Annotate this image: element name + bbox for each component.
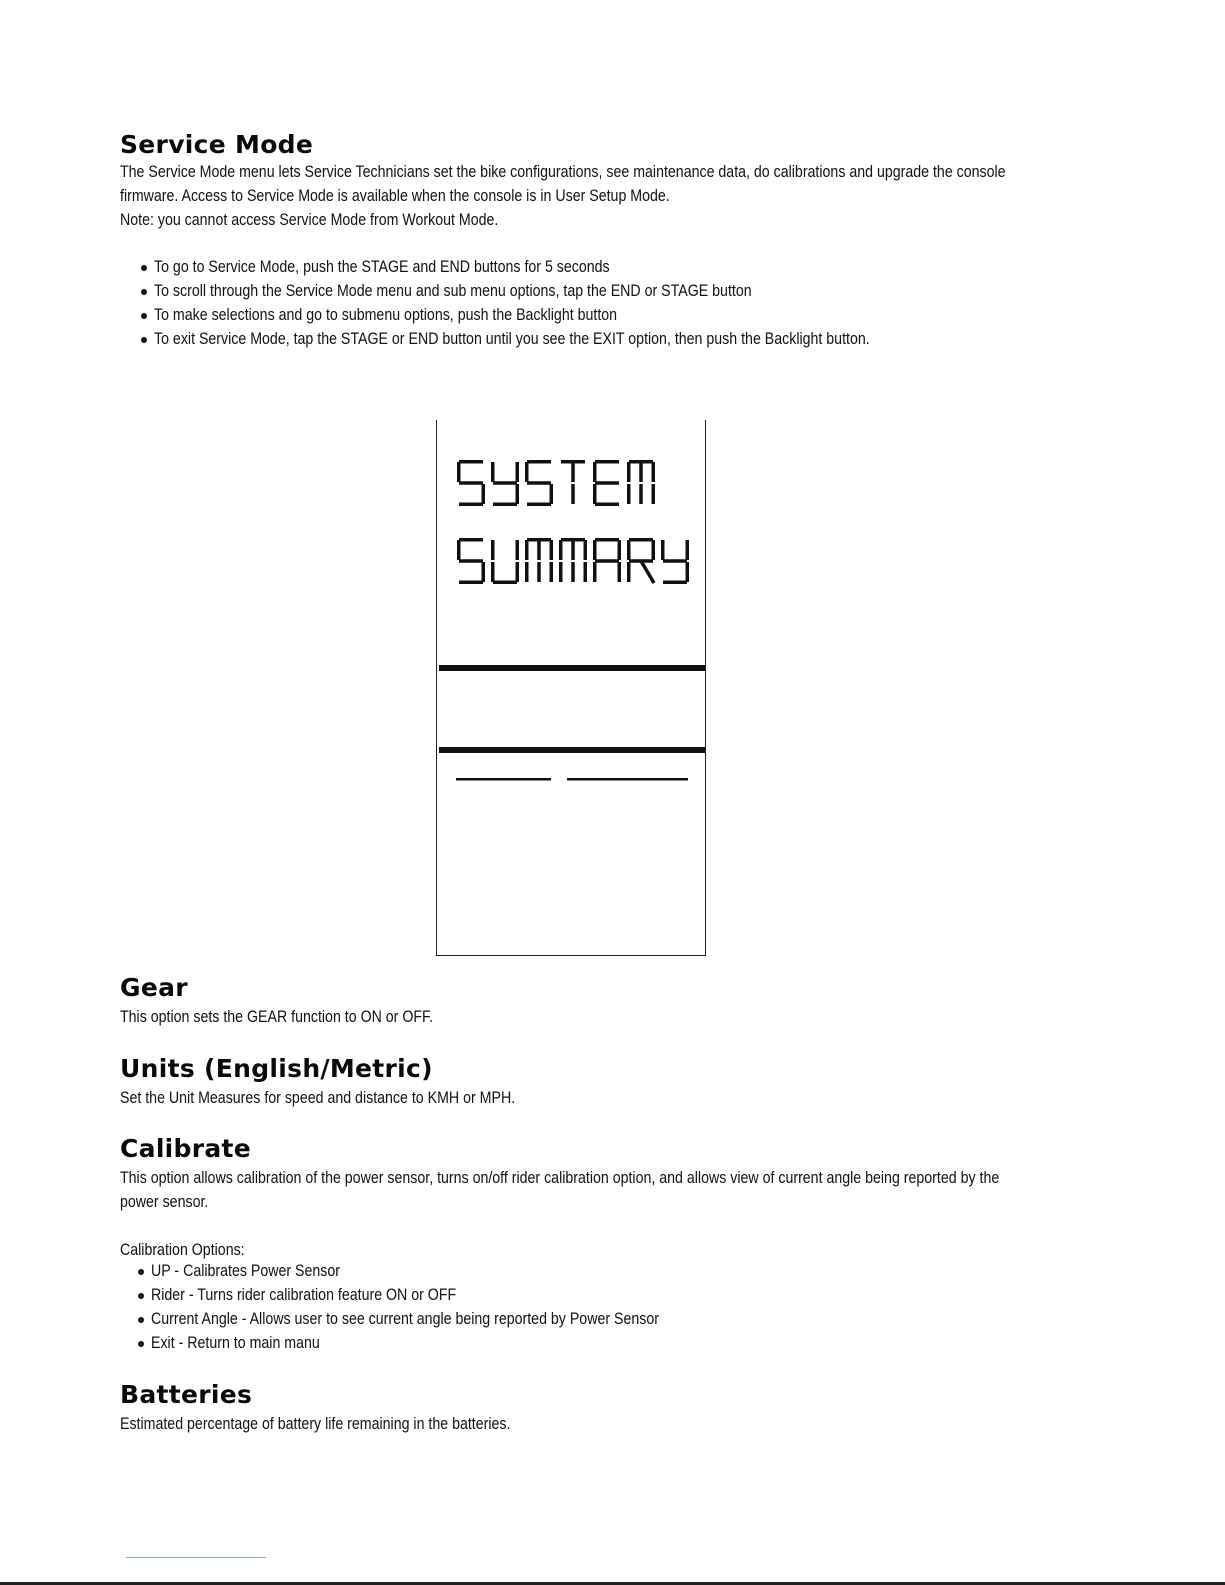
lcd-segment [629,538,653,542]
lcd-line-summary [457,538,689,584]
lcd-segment [516,462,520,482]
lcd-segment [459,538,483,542]
calibrate-section [120,1134,1142,1262]
lcd-segment [550,484,554,504]
lcd-segment [652,462,656,482]
lcd-segment [571,462,575,482]
batteries-section [120,1380,574,1436]
list-item: To scroll through the Service Mode menu and sub menu options, tap the END or STAGE button [138,279,986,303]
lcd-segment [661,540,665,560]
list-item: To exit Service Mode, tap the STAGE or END button until you see the EXIT option, then push the Backlight button. [138,327,986,351]
lcd-line-system [457,460,655,506]
lcd-segment [459,559,483,563]
lcd-segment [527,481,551,485]
footer-link-underline [126,1557,266,1558]
calibration-options-list [135,1259,742,1355]
lcd-segment [491,462,495,482]
lcd-segment [459,481,483,485]
gear-section [120,973,484,1029]
lcd-segment [627,540,631,560]
lcd-segment [595,460,619,464]
lcd-segment [459,503,483,507]
lcd-segment [537,540,541,560]
lcd-segment [595,481,619,485]
gear-text: This option sets the GEAR function to ON or OFF. [120,1008,434,1026]
lcd-segment [595,503,619,507]
service-mode-intro [120,160,1150,232]
lcd-segment [593,540,597,560]
service-mode-para-line2: firmware. Access to Service Mode is available when the console is in User Setup Mode. [120,187,670,205]
calibrate-heading: Calibrate [120,1134,252,1163]
lcd-segment [559,540,563,560]
lcd-segment [491,562,495,582]
lcd-segment [457,540,461,560]
calibrate-text-line1: This option allows calibration of the power sensor, turns on/off rider calibration option, and allows view of current angle being reported by the [120,1169,1000,1187]
list-item: UP - Calibrates Power Sensor [135,1259,742,1283]
lcd-segment [459,460,483,464]
lcd-segment [571,540,575,560]
service-mode-bullets [138,255,986,351]
lcd-segment [593,484,597,504]
lcd-segment [525,462,529,482]
lcd-segment [516,484,520,504]
lcd-segment [550,540,554,560]
lcd-segment [686,540,690,560]
lcd-segment [584,540,588,560]
lcd-divider-bottom [439,747,705,753]
lcd-segment [491,540,495,560]
units-section [120,1054,579,1110]
lcd-segment [652,484,656,504]
units-heading: Units (English/Metric) [120,1054,433,1083]
lcd-segment [527,503,551,507]
calibrate-text-line2: power sensor. [120,1193,209,1211]
service-mode-section [120,130,313,160]
lcd-segment [571,484,575,504]
lcd-segment [493,481,517,485]
lcd-segment [482,562,486,582]
service-mode-note: Note: you cannot access Service Mode from Workout Mode. [120,211,499,229]
lcd-segment [584,562,588,582]
lcd-dash-left [456,778,551,781]
lcd-segment [686,562,690,582]
lcd-segment [493,503,517,507]
list-item: Exit - Return to main manu [135,1331,742,1355]
list-item: To go to Service Mode, push the STAGE and END buttons for 5 seconds [138,255,986,279]
lcd-segment [627,462,631,482]
lcd-segment [525,540,529,560]
lcd-segment [641,561,654,583]
lcd-segment [493,581,517,585]
lcd-segment [618,540,622,560]
lcd-segment [593,562,597,582]
lcd-divider-top [439,665,705,671]
lcd-segment [663,581,687,585]
lcd-segment [525,562,529,582]
service-mode-heading: Service Mode [120,130,314,159]
gear-heading: Gear [120,973,188,1002]
lcd-segment [482,484,486,504]
lcd-segment [595,559,619,563]
lcd-segment [595,538,619,542]
lcd-segment [559,562,563,582]
calibration-options-label: Calibration Options: [120,1241,245,1259]
lcd-segment [516,562,520,582]
lcd-segment [527,460,551,464]
batteries-heading: Batteries [120,1380,253,1409]
lcd-segment [639,484,643,504]
lcd-segment [627,484,631,504]
lcd-segment [639,462,643,482]
service-mode-para-line1: The Service Mode menu lets Service Technicians set the bike configurations, see maintenance data, do calibrations and upgrade the console [120,163,1006,181]
lcd-segment [593,462,597,482]
batteries-text: Estimated percentage of battery life remaining in the batteries. [120,1415,511,1433]
list-item: Current Angle - Allows user to see current angle being reported by Power Sensor [135,1307,742,1331]
lcd-segment [652,540,656,560]
lcd-segment [627,562,631,582]
lcd-segment [459,581,483,585]
lcd-segment [537,562,541,582]
lcd-display-graphic [437,420,707,956]
lcd-segment [516,540,520,560]
list-item: To make selections and go to submenu options, push the Backlight button [138,303,986,327]
lcd-segment [663,559,687,563]
lcd-segment [550,562,554,582]
lcd-dash-right [567,778,688,781]
console-lcd-illustration [436,420,706,956]
units-text: Set the Unit Measures for speed and distance to KMH or MPH. [120,1089,516,1107]
lcd-segment [457,462,461,482]
lcd-segment [618,562,622,582]
list-item: Rider - Turns rider calibration feature ON or OFF [135,1283,742,1307]
lcd-segment [571,562,575,582]
